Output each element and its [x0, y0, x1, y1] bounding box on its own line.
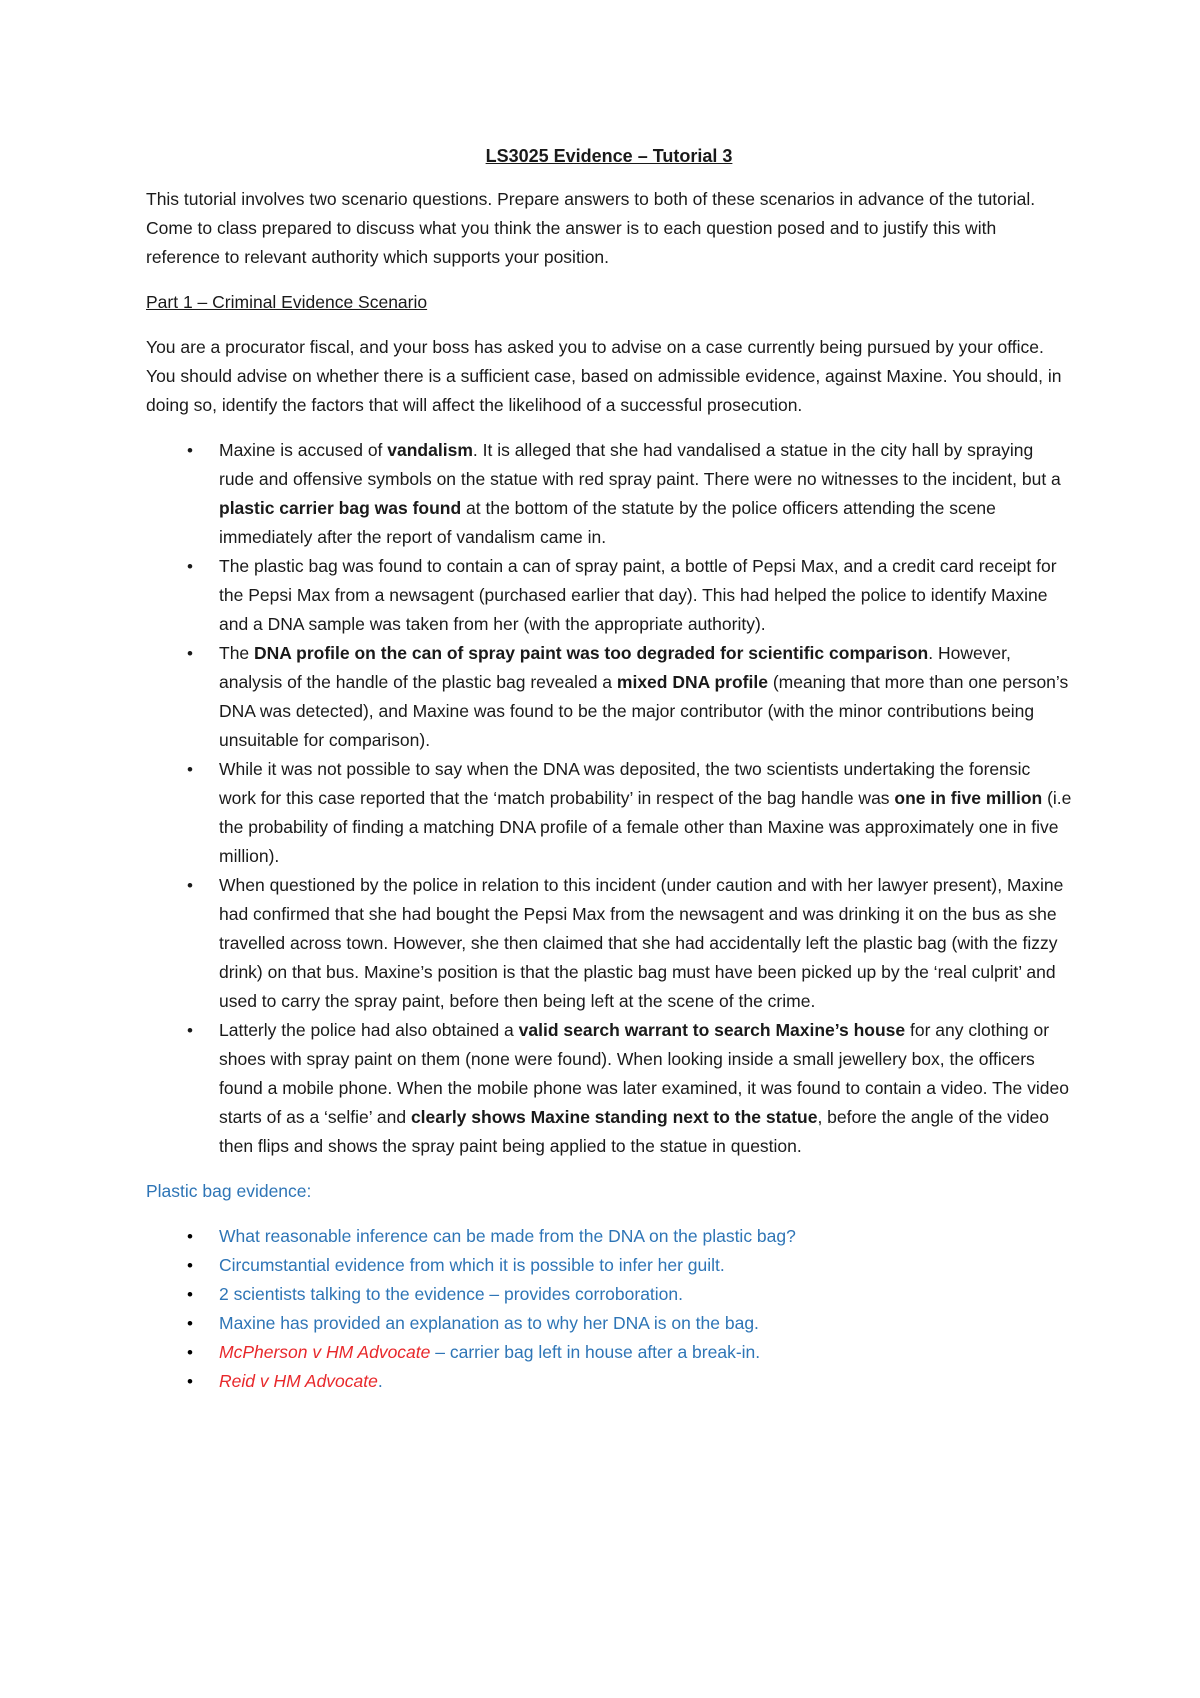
text-run: Latterly the police had also obtained a	[219, 1020, 519, 1040]
bold-run: DNA profile on the can of spray paint was too degraded for scientific comparison	[254, 643, 929, 663]
text-run: While it was not possible to say when the DNA was deposited, the two scientists undertaking the forensic work for this case reported that the ‘match probability’ in respect of the bag handle was	[219, 759, 1031, 808]
bullet-icon: •	[187, 1372, 193, 1391]
bullet-icon: •	[187, 441, 193, 460]
part1-heading: Part 1 – Criminal Evidence Scenario	[146, 292, 428, 312]
text-run: Maxine is accused of	[219, 440, 388, 460]
text-run: . It is alleged that she had vandalised a statue in the city hall by spraying rude and offensive symbols on the statue with red spray paint. There were no witnesses to the incident, but a	[219, 440, 1061, 489]
bold-run: mixed DNA profile	[616, 672, 768, 692]
intro-paragraph: This tutorial involves two scenario questions. Prepare answers to both of these scenarios in advance of the tutorial. Come to class prepared to discuss what you think the answer is to each question posed and to justify this with reference to relevant authority which supports your position.	[146, 189, 1036, 267]
bullet-icon: •	[187, 876, 193, 895]
bullet-icon: •	[187, 1314, 193, 1333]
bold-run: valid search warrant to search Maxine’s house	[518, 1020, 906, 1040]
part1-paragraph: You are a procurator fiscal, and your boss has asked you to advise on a case currently being pursued by your office. You should advise on whether there is a sufficient case, based on admissible evidence, against Maxine. You should, in doing so, identify the factors that will affect the likelihood of a successful prosecution.	[146, 337, 1062, 415]
bold-run: plastic carrier bag was found	[219, 498, 462, 518]
document-title: LS3025 Evidence – Tutorial 3	[485, 146, 733, 166]
note-item-case-reid	[146, 1367, 1072, 1396]
text-run: . However, analysis of the handle of the plastic bag revealed a	[219, 643, 1011, 692]
note-text: Circumstantial evidence from which it is possible to infer her guilt.	[219, 1255, 725, 1275]
text-run: The	[219, 643, 255, 663]
bullet-icon: •	[187, 644, 193, 663]
text-run: (i.e the probability of finding a matching DNA profile of a female other than Maxine was approximately one in five million).	[219, 788, 1072, 866]
notes-bullet-list	[146, 1222, 1072, 1396]
scenario-bullet-2	[146, 552, 1072, 639]
text-run: at the bottom of the statute by the police officers attending the scene immediately after the report of vandalism came in.	[219, 498, 996, 547]
bold-run: vandalism	[387, 440, 473, 460]
scenario-bullet-6	[146, 1016, 1072, 1161]
note-item-case-mcpherson	[146, 1338, 1072, 1367]
note-item-4	[146, 1309, 1072, 1338]
bullet-icon: •	[187, 557, 193, 576]
scenario-bullet-5	[146, 871, 1072, 1016]
bold-run: one in five million	[894, 788, 1043, 808]
note-text: .	[377, 1371, 383, 1391]
case-citation: Reid v HM Advocate	[219, 1371, 378, 1391]
notes-heading: Plastic bag evidence:	[146, 1181, 312, 1201]
bullet-icon: •	[187, 1343, 193, 1362]
text-run: The plastic bag was found to contain a can of spray paint, a bottle of Pepsi Max, and a credit card receipt for the Pepsi Max from a newsagent (purchased earlier that day). This had helped the police to identify Maxine and a DNA sample was taken from her (with the appropriate authority).	[219, 556, 1057, 634]
note-item-3	[146, 1280, 1072, 1309]
scenario-bullet-list	[146, 436, 1072, 1161]
note-text: – carrier bag left in house after a break-in.	[430, 1342, 761, 1362]
bold-run: clearly shows Maxine standing next to the statue	[410, 1107, 818, 1127]
note-item-1	[146, 1222, 1072, 1251]
bullet-icon: •	[187, 1285, 193, 1304]
text-run: , before the angle of the video then flips and shows the spray paint being applied to the statue in question.	[219, 1107, 1050, 1156]
bullet-icon: •	[187, 1227, 193, 1246]
note-text: Maxine has provided an explanation as to why her DNA is on the bag.	[219, 1313, 759, 1333]
case-citation: McPherson v HM Advocate	[219, 1342, 431, 1362]
scenario-bullet-1	[146, 436, 1072, 552]
note-text: What reasonable inference can be made from the DNA on the plastic bag?	[219, 1226, 796, 1246]
note-item-2	[146, 1251, 1072, 1280]
text-run: When questioned by the police in relation to this incident (under caution and with her lawyer present), Maxine had confirmed that she had bought the Pepsi Max from the newsagent and was drinking it on the bus as she travelled across town. However, she then claimed that she had accidentally left the plastic bag (with the fizzy drink) on that bus. Maxine’s position is that the plastic bag must have been picked up by the ‘real culprit’ and used to carry the spray paint, before then being left at the scene of the crime.	[219, 875, 1064, 1011]
scenario-bullet-4	[146, 755, 1072, 871]
bullet-icon: •	[187, 1021, 193, 1040]
text-run: for any clothing or shoes with spray paint on them (none were found). When looking inside a small jewellery box, the officers found a mobile phone. When the mobile phone was later examined, it was found to contain a video. The video starts of as a ‘selfie’ and	[219, 1020, 1069, 1127]
scenario-bullet-3	[146, 639, 1072, 755]
bullet-icon: •	[187, 760, 193, 779]
note-text: 2 scientists talking to the evidence – provides corroboration.	[219, 1284, 684, 1304]
text-run: (meaning that more than one person’s DNA was detected), and Maxine was found to be the major contributor (with the minor contributions being unsuitable for comparison).	[219, 672, 1069, 750]
bullet-icon: •	[187, 1256, 193, 1275]
